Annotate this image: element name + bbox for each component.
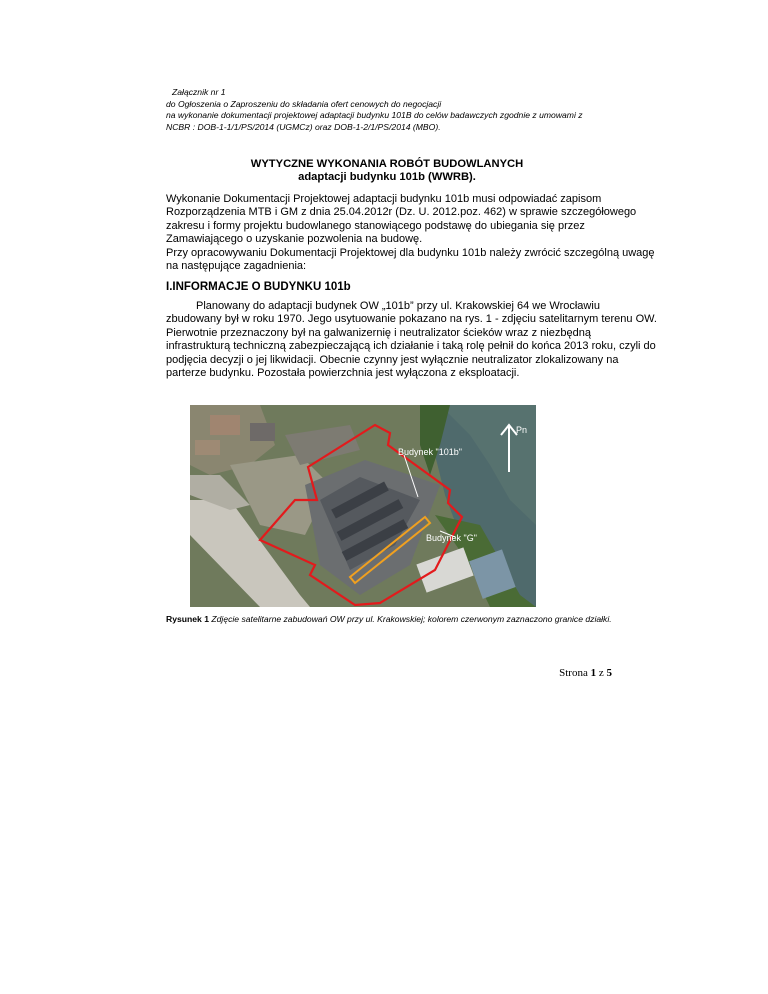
section-line: Planowany do adaptacji budynek OW „101b” przy ul. Krakowskiej 64 we Wrocławiu [196, 300, 600, 312]
annex-header [166, 87, 616, 133]
caption-text: Zdjęcie satelitarne zabudowań OW przy ul. Krakowskiej; kolorem czerwonym zaznaczono granice działki. [209, 614, 612, 624]
section-line: Pierwotnie przeznaczony był na galwanizernię i neutralizator ścieków wraz z niezbędną [166, 326, 591, 339]
page-number-footer [559, 667, 612, 679]
footer-sep: z [598, 667, 604, 679]
building-101b-label: Budynek "101b" [398, 447, 462, 457]
footer-total: 5 [606, 667, 612, 679]
section-line: parterze budynku. Pozostała powierzchnia jest wyłączona z eksploatacji. [166, 367, 520, 380]
section-line: infrastrukturą techniczną zabezpieczającą ich działanie i taką rolę pełnił do końca 2013 roku, czyli do [166, 340, 656, 353]
intro-line: Wykonanie Dokumentacji Projektowej adaptacji budynku 101b musi odpowiadać zapisom [166, 193, 602, 205]
footer-page: 1 [590, 667, 597, 679]
intro-line: na następujące zagadnienia: [166, 260, 307, 273]
title-line: adaptacji budynku 101b (WWRB). [298, 170, 476, 183]
annex-line: NCBR : DOB-1-1/1/PS/2014 (UGMCz) oraz DOB-1-2/1/PS/2014 (MBO). [166, 121, 441, 132]
building-g-label: Budynek "G" [426, 533, 477, 543]
section-heading: I.INFORMACJE O BUDYNKU 101b [166, 281, 351, 293]
document-title [150, 158, 624, 183]
caption-label: Rysunek 1 [166, 614, 209, 624]
north-label: Pn [516, 425, 528, 435]
figure-caption [166, 614, 636, 626]
intro-line: Zamawiającego o uzyskanie pozwolenia na budowę. [166, 233, 423, 246]
title-line: WYTYCZNE WYKONANIA ROBÓT BUDOWLANYCH [250, 158, 524, 170]
intro-line: Przy opracowywaniu Dokumentacji Projektowej dla budynku 101b należy zwrócić szczególną uwagę [166, 246, 655, 259]
satellite-photo [190, 405, 536, 607]
section-paragraph [166, 300, 657, 380]
annex-line: Załącznik nr 1 [172, 87, 226, 97]
annex-line: do Ogłoszenia o Zaproszeniu do składania ofert cenowych do negocjacji [166, 98, 442, 109]
intro-line: Rozporządzenia MTB i GM z dnia 25.04.2012r (Dz. U. 2012.poz. 462) w sprawie szczegółowego [166, 206, 637, 219]
intro-paragraph [166, 193, 655, 273]
section-line: zbudowany był w roku 1970. Jego usytuowanie pokazano na rys. 1 - zdjęciu satelitarnym terenu OW. [166, 313, 657, 326]
section-line: podjęcia decyzji o jej likwidacji. Obecnie czynny jest wyłącznie neutralizator zlokalizowany na [166, 353, 619, 366]
footer-prefix: Strona [559, 667, 588, 679]
intro-line: zakresu i formy projektu budowlanego stanowiącego podstawę do ubiegania się przez [166, 219, 585, 232]
annex-line: na wykonanie dokumentacji projektowej adaptacji budynku 101B do celów badawczych zgodnie z umowami z [166, 110, 583, 120]
